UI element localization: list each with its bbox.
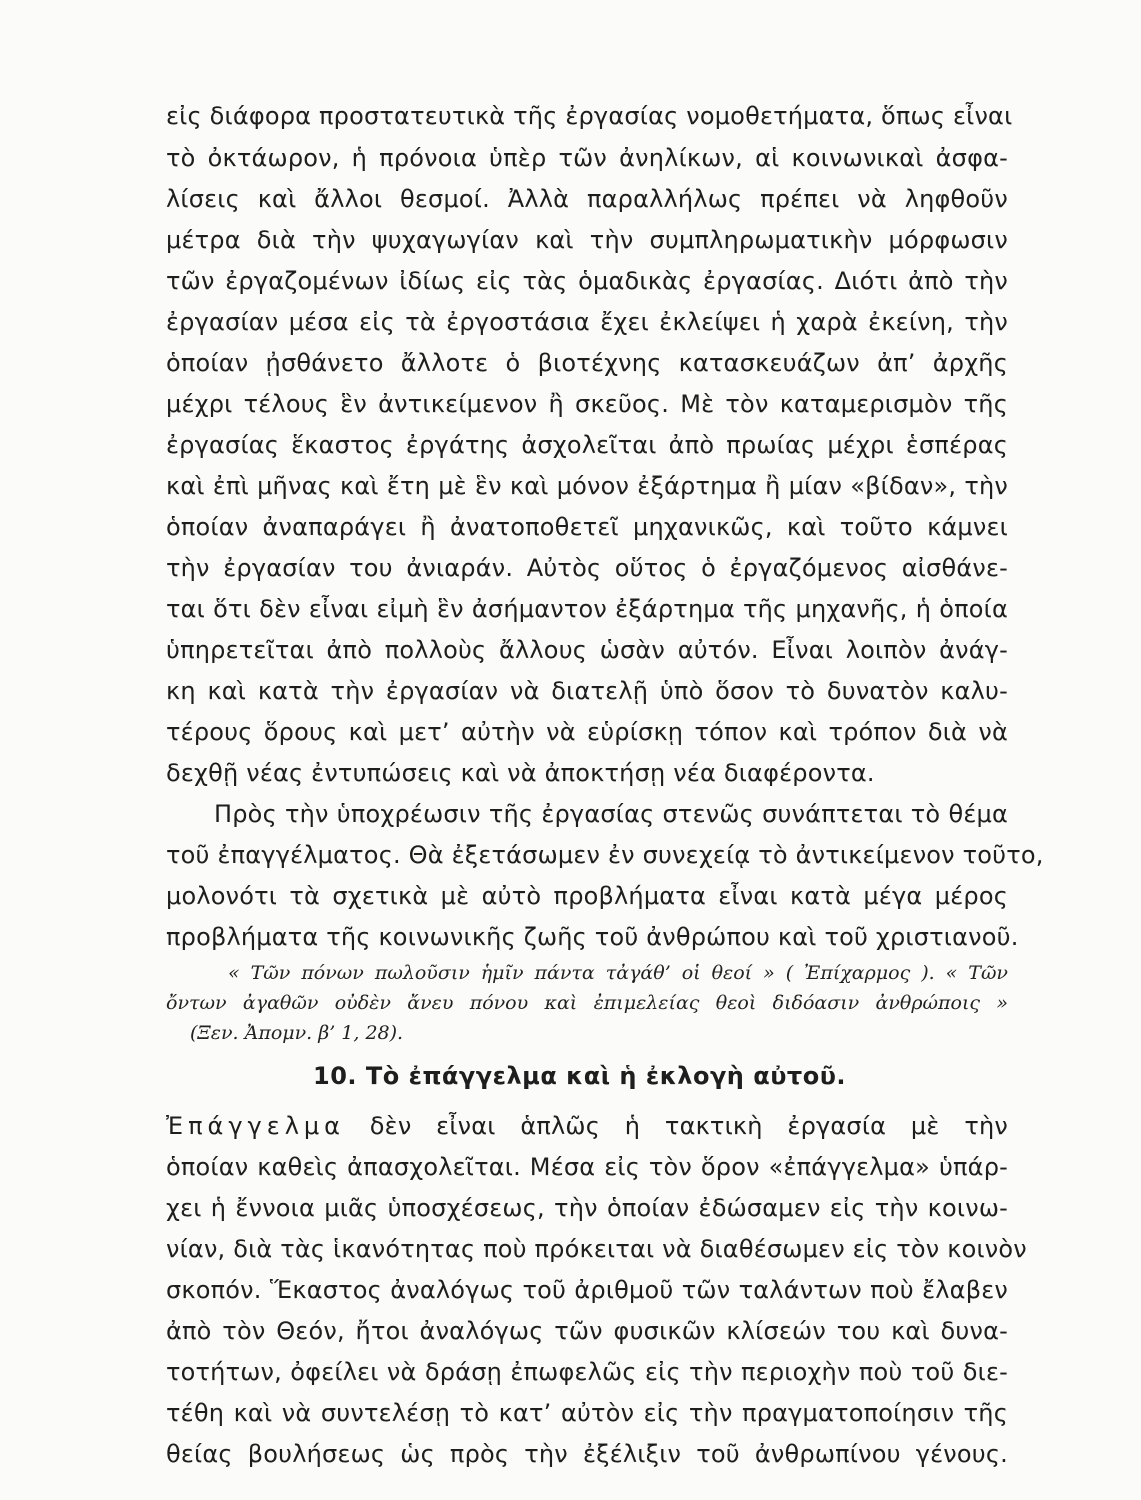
text-line: μέτρα διὰ τὴν ψυχαγωγίαν καὶ τὴν συμπληρωματικὴν μόρφωσιν xyxy=(166,226,1008,254)
text-line: Πρὸς τὴν ὑποχρέωσιν τῆς ἐργασίας στενῶς συνάπτεται τὸ θέμα xyxy=(214,800,1008,828)
text-line: ἐργασίας ἕκαστος ἐργάτης ἀσχολεῖται ἀπὸ πρωίας μέχρι ἑσπέρας xyxy=(166,431,1008,459)
text-line: κη καὶ κατὰ τὴν ἐργασίαν νὰ διατελῇ ὑπὸ ὅσον τὸ δυνατὸν καλυ- xyxy=(166,677,1008,705)
text-line: μέχρι τέλους ἓν ἀντικείμενον ἢ σκεῦος. Μὲ τὸν καταμερισμὸν τῆς xyxy=(166,390,1008,418)
text-line: τέθη καὶ νὰ συντελέσῃ τὸ κατ’ αὐτὸν εἰς τὴν πραγματοποίησιν τῆς xyxy=(166,1399,1008,1427)
text-line: τῶν ἐργαζομένων ἰδίως εἰς τὰς ὁμαδικὰς ἐργασίας. Διότι ἀπὸ τὴν xyxy=(166,267,1008,295)
text-line: τὴν ἐργασίαν του ἀνιαράν. Αὐτὸς οὕτος ὁ ἐργαζόμενος αἰσθάνε- xyxy=(166,554,1008,582)
text-line: μολονότι τὰ σχετικὰ μὲ αὐτὸ προβλήματα εἶναι κατὰ μέγα μέρος xyxy=(166,882,1008,910)
text-line: δεχθῇ νέας ἐντυπώσεις καὶ νὰ ἀποκτήσῃ νέα διαφέροντα. xyxy=(166,759,875,787)
text-line: ὁποίαν ἀναπαράγει ἢ ἀνατοποθετεῖ μηχανικῶς, καὶ τοῦτο κάμνει xyxy=(166,513,1008,541)
text-line: εἰς διάφορα προστατευτικὰ τῆς ἐργασίας νομοθετήματα, ὅπως εἶναι xyxy=(166,102,1013,130)
quote-line: ὄντων ἀγαθῶν οὐδὲν ἄνευ πόνου καὶ ἐπιμελείας θεοὶ διδόασιν ἀνθρώποις » xyxy=(166,992,1008,1014)
text-line: τοῦ ἐπαγγέλματος. Θὰ ἐξετάσωμεν ἐν συνεχείᾳ τὸ ἀντικείμενον τοῦτο, xyxy=(166,841,1044,869)
text-line: ὁποίαν καθεὶς ἀπασχολεῖται. Μέσα εἰς τὸν ὅρον «ἐπάγγελμα» ὑπάρ- xyxy=(166,1153,1008,1181)
text-line: προβλήματα τῆς κοινωνικῆς ζωῆς τοῦ ἀνθρώπου καὶ τοῦ χριστιανοῦ. xyxy=(166,923,1019,951)
section-heading: 10. Τὸ ἐπάγγελμα καὶ ἡ ἐκλογὴ αὐτοῦ. xyxy=(313,1062,847,1090)
text-line: λίσεις καὶ ἄλλοι θεσμοί. Ἀλλὰ παραλλήλως πρέπει νὰ ληφθοῦν xyxy=(166,185,1008,213)
text-line: ται ὅτι δὲν εἶναι εἰμὴ ἓν ἀσήμαντον ἐξάρτημα τῆς μηχανῆς, ἡ ὁποία xyxy=(166,595,1008,623)
text-line: τὸ ὀκτάωρον, ἡ πρόνοια ὑπὲρ τῶν ἀνηλίκων, αἱ κοινωνικαὶ ἀσφα- xyxy=(166,144,1008,172)
first-line-rest: δὲν εἶναι ἁπλῶς ἡ τακτικὴ ἐργασία μὲ τὴν xyxy=(369,1112,1008,1140)
spaced-term: Ἐπάγγελμα xyxy=(166,1112,346,1140)
text-line: ἀπὸ τὸν Θεόν, ἤτοι ἀναλόγως τῶν φυσικῶν κλίσεών του καὶ δυνα- xyxy=(166,1317,1008,1345)
text-line: καὶ ἐπὶ μῆνας καὶ ἔτη μὲ ἓν καὶ μόνον ἐξάρτημα ἢ μίαν «βίδαν», τὴν xyxy=(166,472,1008,500)
text-line: σκοπόν. Ἕκαστος ἀναλόγως τοῦ ἀριθμοῦ τῶν ταλάντων ποὺ ἔλαβεν xyxy=(166,1276,1008,1304)
quote-line: (Ξεν. Ἀπομν. β’ 1, 28). xyxy=(190,1022,404,1044)
text-line: τέρους ὅρους καὶ μετ’ αὐτὴν νὰ εὑρίσκῃ τόπον καὶ τρόπον διὰ νὰ xyxy=(166,718,1008,746)
text-line: θείας βουλήσεως ὡς πρὸς τὴν ἐξέλιξιν τοῦ ἀνθρωπίνου γένους. xyxy=(166,1440,1008,1468)
text-line: ἐργασίαν μέσα εἰς τὰ ἐργοστάσια ἔχει ἐκλείψει ἡ χαρὰ ἐκείνη, τὴν xyxy=(166,308,1008,336)
text-line: νίαν, διὰ τὰς ἱκανότητας ποὺ πρόκειται νὰ διαθέσωμεν εἰς τὸν κοινὸν xyxy=(166,1235,1027,1263)
quote-line: « Τῶν πόνων πωλοῦσιν ἡμῖν πάντα τἀγάθ’ οἱ θεοί » ( Ἐπίχαρμος ). « Τῶν xyxy=(228,962,1008,984)
section-first-line xyxy=(166,1106,1008,1146)
text-line: ὁποίαν ᾐσθάνετο ἄλλοτε ὁ βιοτέχνης κατασκευάζων ἀπ’ ἀρχῆς xyxy=(166,349,1008,377)
text-line: χει ἡ ἔννοια μιᾶς ὑποσχέσεως, τὴν ὁποίαν ἐδώσαμεν εἰς τὴν κοινω- xyxy=(166,1194,1008,1222)
text-line: ὑπηρετεῖται ἀπὸ πολλοὺς ἄλλους ὡσὰν αὐτόν. Εἶναι λοιπὸν ἀνάγ- xyxy=(166,636,1008,664)
text-line: τοτήτων, ὀφείλει νὰ δράσῃ ἐπωφελῶς εἰς τὴν περιοχὴν ποὺ τοῦ διε- xyxy=(166,1358,1008,1386)
